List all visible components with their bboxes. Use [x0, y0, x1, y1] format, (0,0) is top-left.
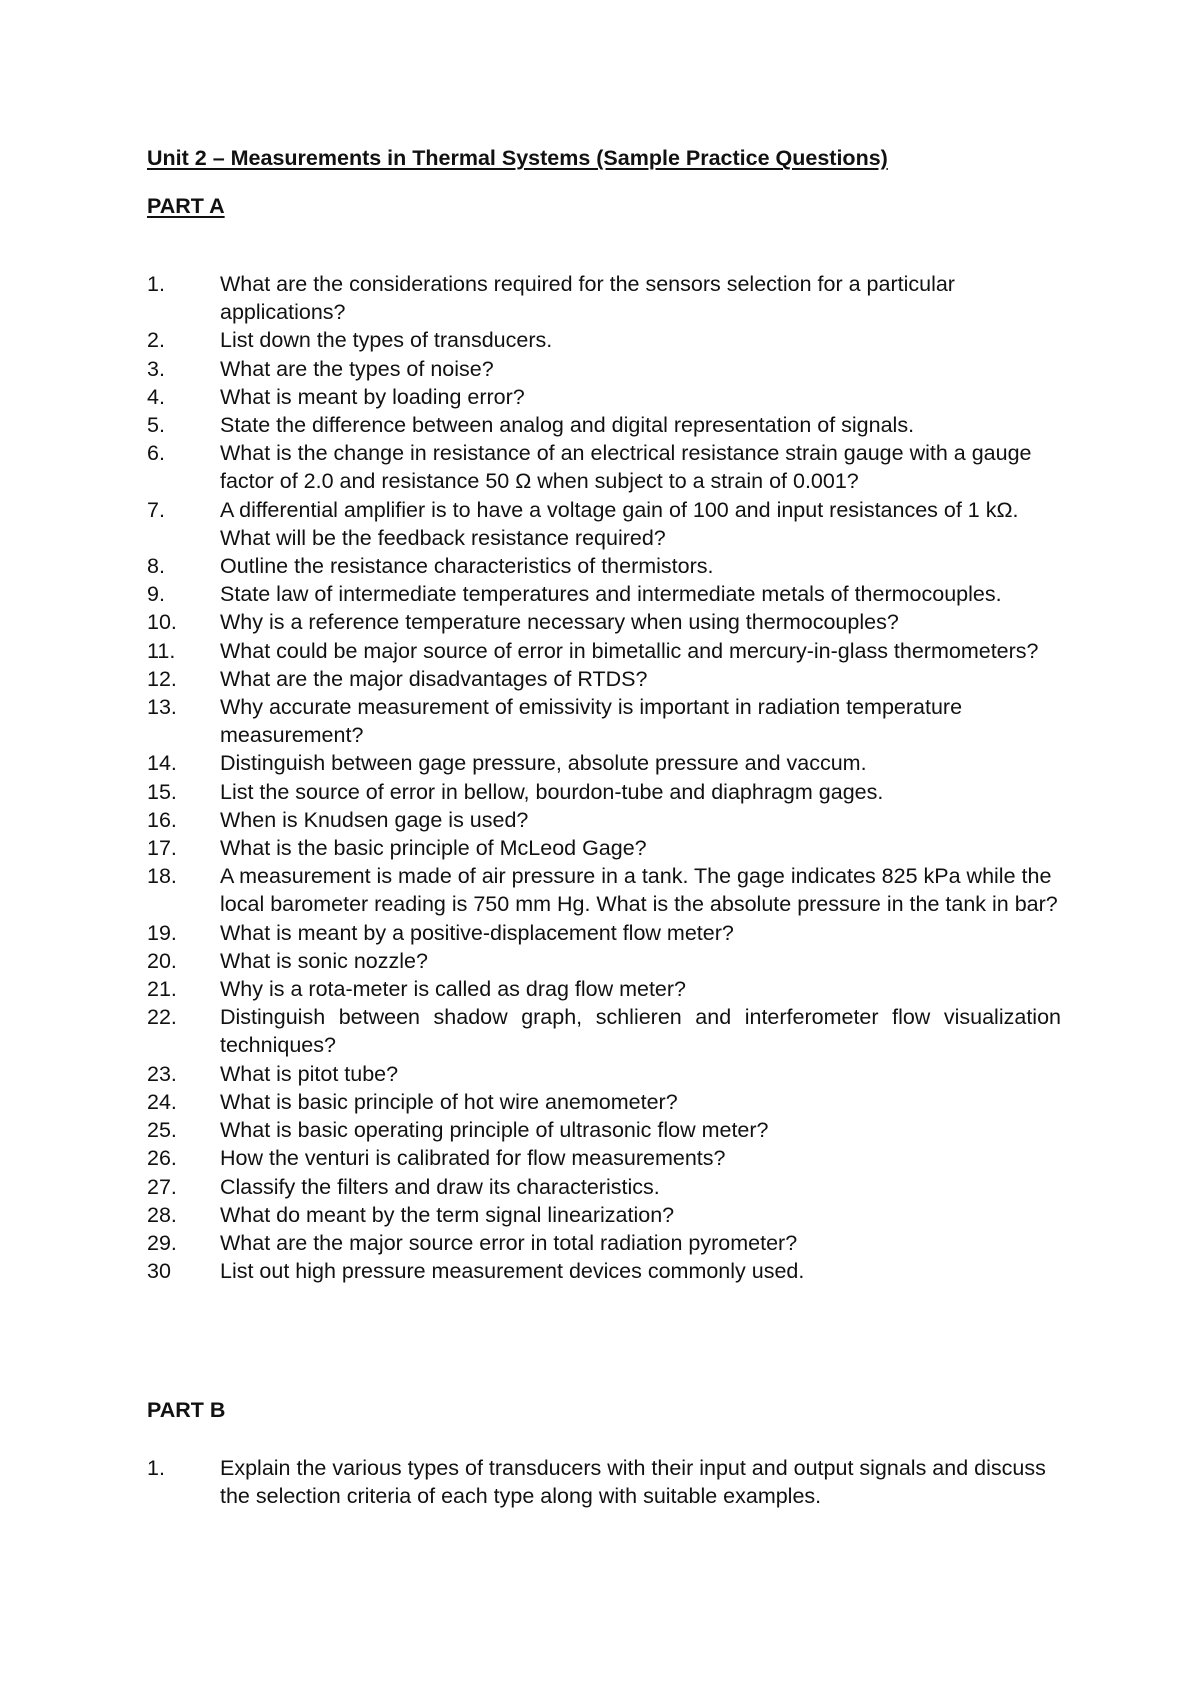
question-item	[147, 862, 1061, 918]
question-number: 9.	[147, 582, 165, 607]
question-text: A differential amplifier is to have a voltage gain of 100 and input resistances of 1 kΩ. What will be the feedback resistance required?	[220, 497, 1019, 550]
question-item	[147, 1060, 1061, 1088]
question-text: What do meant by the term signal linearization?	[220, 1202, 675, 1227]
part-b-question-list	[147, 1454, 1061, 1510]
part-a-heading: PART A	[147, 194, 225, 218]
question-number: 25.	[147, 1118, 177, 1143]
question-text: What is meant by a positive-displacement flow meter?	[220, 920, 734, 945]
question-text: What could be major source of error in bimetallic and mercury-in-glass thermometers?	[220, 638, 1039, 663]
question-item	[147, 355, 1061, 383]
question-number: 29.	[147, 1230, 177, 1255]
question-item	[147, 637, 1061, 665]
question-number: 16.	[147, 807, 177, 832]
question-text: What are the types of noise?	[220, 356, 494, 381]
question-text: List down the types of transducers.	[220, 328, 553, 353]
question-text: What is sonic nozzle?	[220, 948, 428, 973]
question-text: When is Knudsen gage is used?	[220, 807, 529, 832]
question-item	[147, 439, 1061, 495]
question-number: 28.	[147, 1202, 177, 1227]
question-text: What are the major source error in total radiation pyrometer?	[220, 1230, 798, 1255]
question-number: 26.	[147, 1146, 177, 1171]
question-number: 18.	[147, 864, 177, 889]
question-number: 12.	[147, 666, 177, 691]
question-number: 13.	[147, 695, 177, 720]
question-item	[147, 1144, 1061, 1172]
question-number: 14.	[147, 751, 177, 776]
question-item	[147, 1201, 1061, 1229]
question-item	[147, 749, 1061, 777]
question-text: What is meant by loading error?	[220, 384, 525, 409]
document-title: Unit 2 – Measurements in Thermal Systems (Sample Practice Questions)	[147, 146, 888, 170]
question-item	[147, 975, 1061, 1003]
question-number: 4.	[147, 384, 165, 409]
question-number: 5.	[147, 413, 165, 438]
question-item	[147, 270, 1061, 326]
question-number: 21.	[147, 977, 177, 1002]
question-item	[147, 1257, 1061, 1285]
part-b-heading: PART B	[147, 1398, 226, 1422]
question-item	[147, 411, 1061, 439]
question-number: 1.	[147, 1456, 165, 1480]
question-number: 11.	[147, 638, 176, 663]
question-item	[147, 552, 1061, 580]
question-text: How the venturi is calibrated for flow measurements?	[220, 1146, 726, 1171]
question-item	[147, 693, 1061, 749]
question-item	[147, 1229, 1061, 1257]
question-text: Distinguish between gage pressure, absolute pressure and vaccum.	[220, 751, 867, 776]
question-number: 1.	[147, 272, 165, 296]
question-item	[147, 326, 1061, 354]
question-text: List out high pressure measurement devices commonly used.	[220, 1259, 805, 1284]
question-text: A measurement is made of air pressure in a tank. The gage indicates 825 kPa while the local barometer reading is 750 mm Hg. What is the absolute pressure in the tank in bar?	[220, 864, 1058, 917]
question-text: What is pitot tube?	[220, 1061, 399, 1086]
question-number: 19.	[147, 920, 177, 945]
question-number: 17.	[147, 836, 177, 861]
question-item	[147, 1116, 1061, 1144]
question-item	[147, 1088, 1061, 1116]
question-number: 15.	[147, 779, 177, 804]
question-item	[147, 580, 1061, 608]
question-text: Why accurate measurement of emissivity is important in radiation temperature measurement?	[220, 695, 963, 748]
question-number: 8.	[147, 554, 165, 579]
question-text: Why is a reference temperature necessary when using thermocouples?	[220, 610, 899, 635]
question-item	[147, 608, 1061, 636]
question-item	[147, 1173, 1061, 1201]
question-text: State law of intermediate temperatures and intermediate metals of thermocouples.	[220, 582, 1002, 607]
question-text: What is basic operating principle of ultrasonic flow meter?	[220, 1118, 769, 1143]
question-item	[147, 496, 1061, 552]
question-text: State the difference between analog and digital representation of signals.	[220, 413, 915, 438]
question-number: 23.	[147, 1061, 177, 1086]
question-text: Explain the various types of transducers with their input and output signals and discuss the selection criteria of each type along with suitable examples.	[220, 1456, 1046, 1509]
question-item	[147, 383, 1061, 411]
question-number: 10.	[147, 610, 177, 635]
question-number: 24.	[147, 1089, 177, 1114]
question-text: What is basic principle of hot wire anemometer?	[220, 1089, 678, 1114]
question-text: What is the change in resistance of an electrical resistance strain gauge with a gauge factor of 2.0 and resistance 50 Ω when subject to a strain of 0.001?	[220, 441, 1032, 494]
question-text: List the source of error in bellow, bourdon-tube and diaphragm gages.	[220, 779, 884, 804]
question-text: What are the major disadvantages of RTDS?	[220, 666, 648, 691]
question-number: 3.	[147, 356, 165, 381]
question-number: 20.	[147, 948, 177, 973]
question-text: Classify the filters and draw its characteristics.	[220, 1174, 660, 1199]
question-item	[147, 806, 1061, 834]
question-text: What are the considerations required for the sensors selection for a particular applications?	[220, 272, 955, 325]
question-text: What is the basic principle of McLeod Gage?	[220, 836, 647, 861]
question-number: 6.	[147, 441, 165, 466]
question-item	[147, 1454, 1061, 1510]
question-number: 30	[147, 1259, 171, 1284]
question-item	[147, 1003, 1061, 1059]
question-number: 7.	[147, 497, 165, 522]
question-item	[147, 665, 1061, 693]
question-number: 27.	[147, 1174, 177, 1199]
part-a-question-list	[147, 270, 1061, 1285]
question-number: 22.	[147, 1005, 177, 1030]
question-item	[147, 919, 1061, 947]
question-number: 2.	[147, 328, 165, 353]
question-text: Distinguish between shadow graph, schlieren and interferometer flow visualization techniques?	[220, 1005, 1061, 1058]
question-item	[147, 834, 1061, 862]
question-item	[147, 778, 1061, 806]
question-text: Outline the resistance characteristics of thermistors.	[220, 554, 714, 579]
question-text: Why is a rota-meter is called as drag flow meter?	[220, 977, 686, 1002]
question-item	[147, 947, 1061, 975]
